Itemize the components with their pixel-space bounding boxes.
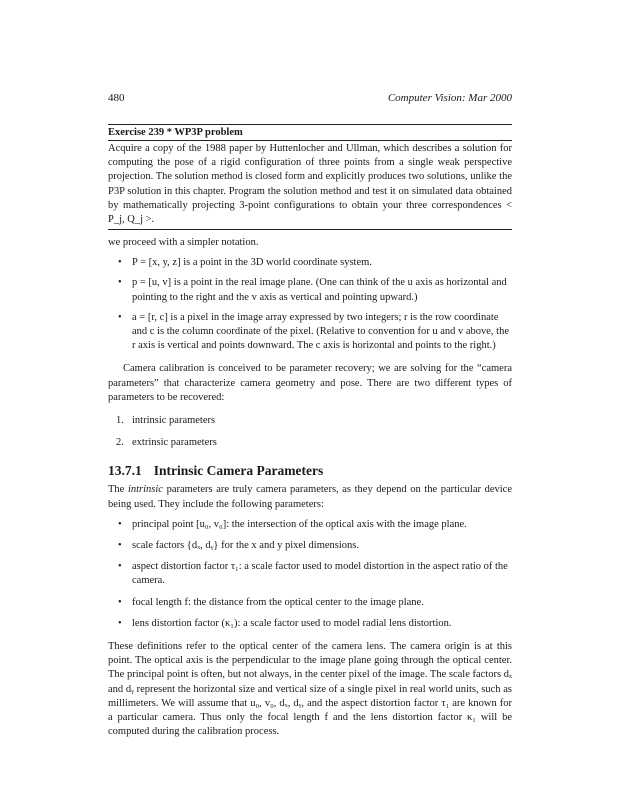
parameter-text: aspect distortion factor τ₁: a scale factor used to model distortion in the aspect ratio of the camera. [132, 561, 508, 587]
parameter-text: scale factors {dₓ, dᵧ} for the x and y pixel dimensions. [132, 540, 360, 552]
list-item: • aspect distortion factor τ₁: a scale factor used to model distortion in the aspect ratio of the camera. [118, 561, 508, 587]
notation-item-text: a = [r, c] is a pixel in the image array expressed by two integers; r is the row coordinate and c is the column coordinate of the pixel. (Relative to convention for u and v above, the r axis is vertical and points downward. The c axis is horizontal and points to the right.) [132, 311, 510, 352]
page-number: 480 [108, 92, 125, 104]
notation-item-text: P = [x, y, z] is a point in the 3D world coordinate system. [132, 257, 372, 269]
calibration-paragraph: Camera calibration is conceived to be parameter recovery; we are solving for the “camera parameters” that characterize camera geometry and pose. There are two different types of parameters to be recovered: [108, 363, 512, 403]
intrinsic-parameter-list [108, 518, 512, 631]
exercise-box [108, 124, 512, 230]
notation-item-text: p = [u, v] is a point in the real image plane. (One can think of the u axis as horizontal and pointing to the right and the v axis as vertical and pointing upward.) [132, 277, 507, 303]
exercise-title: Exercise 239 * WP3P problem [108, 127, 243, 138]
intro-rest: parameters are truly camera parameters, as they depend on the particular device being used. They include the following parameters: [108, 484, 512, 510]
list-number: 1. [116, 415, 124, 427]
parameter-types-list [108, 414, 512, 450]
intro-emphasis: intrinsic [127, 484, 163, 496]
section-heading [108, 462, 512, 480]
list-label: intrinsic parameters [132, 415, 216, 427]
notation-list [108, 256, 512, 353]
parameter-text: principal point [u₀, v₀]: the intersection of the optical axis with the image plane. [132, 518, 467, 530]
list-item: • a = [r, c] is a pixel in the image array expressed by two integers; r is the row coordinate and c is the column coordinate of the pixel. (Relative to convention for u and v above, the r axis is vertical and points downward. The c axis is horizontal and points to the right.) [118, 311, 510, 352]
list-item: • lens distortion factor (κ₁): a scale factor used to model radial lens distortion. [118, 617, 452, 629]
list-item: • focal length f: the distance from the optical center to the image plane. [118, 596, 424, 608]
intrinsic-intro-paragraph [108, 483, 512, 511]
parameter-text: lens distortion factor (κ₁): a scale factor used to model radial lens distortion. [132, 617, 452, 629]
list-item: • p = [u, v] is a point in the real image plane. (One can think of the u axis as horizontal and pointing to the right and the v axis as vertical and pointing upward.) [118, 277, 507, 303]
section-title: Intrinsic Camera Parameters [153, 463, 324, 479]
main-text [108, 236, 512, 739]
list-item [108, 414, 512, 428]
section-number: 13.7.1 [108, 463, 142, 479]
exercise-bottom-rule [108, 229, 512, 230]
exercise-body: Acquire a copy of the 1988 paper by Huttenlocher and Ullman, which describes a solution for computing the pose of a rigid configuration of three points from a single weak perspective projection. The solution method is closed form and explicitly produces two solutions, unlike the P3P solution in this chapter. Program the solution method and test it on simulated data obtained by mathematically projecting 3-point configurations to obtain your three correspondences < P_j, Q_j >. [108, 143, 512, 226]
list-item: • P = [x, y, z] is a point in the 3D world coordinate system. [118, 257, 372, 269]
running-header [108, 92, 512, 104]
list-number: 2. [116, 437, 124, 449]
running-title: Computer Vision: Mar 2000 [387, 92, 512, 104]
notation-intro: we proceed with a simpler notation. [108, 237, 259, 248]
intro-lead: The [108, 484, 125, 496]
list-label: extrinsic parameters [132, 437, 217, 449]
list-item: • principal point [u₀, v₀]: the intersection of the optical axis with the image plane. [118, 518, 467, 530]
list-item [108, 436, 512, 450]
parameter-text: focal length f: the distance from the optical center to the image plane. [132, 596, 424, 608]
list-item: • scale factors {dₓ, dᵧ} for the x and y pixel dimensions. [118, 540, 360, 552]
closing-paragraph: These definitions refer to the optical center of the camera lens. The camera origin is at this point. The optical axis is the perpendicular to the image plane going through the optical center. The principal point is often, but not always, in the center pixel of the image. The scale factors dₓ and dᵧ represent the horizontal size and vertical size of a single pixel in real world units, such as millimeters. We will assume that u₀, v₀, dₓ, dᵧ, and the aspect distortion factor τ₁ are known for a particular camera. Thus only the focal length f and the lens distortion factor κ₁ will be computed during the calibration process. [108, 641, 512, 738]
